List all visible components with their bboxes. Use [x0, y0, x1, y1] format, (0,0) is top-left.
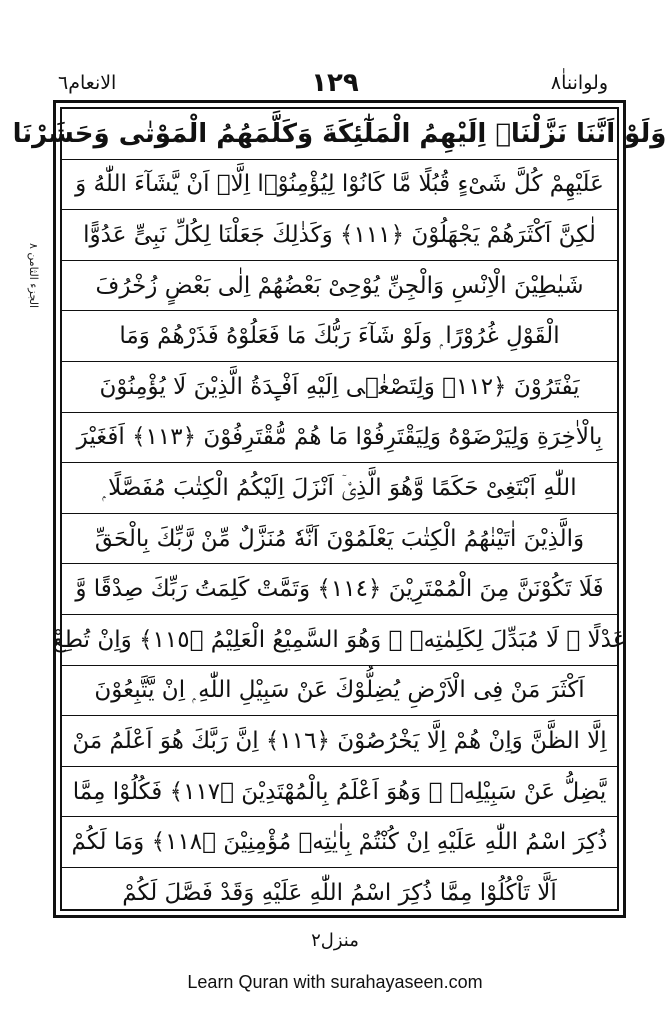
verse-line: عَدْلًا ۭ لَا مُبَدِّلَ لِكَلِمٰتِهٖ ۚ وَهُوَ السَّمِيْعُ الْعَلِيْمُ ﴿١١٥﴾ وَاِنْ تُطِعْ: [62, 615, 617, 666]
verse-line: وَلَوْ اَنَّنَا نَزَّلْنَاۤ اِلَيْهِمُ الْمَلٰٓئِكَةَ وَكَلَّمَهُمُ الْمَوْتٰى وَحَشَرْنَا: [62, 109, 617, 160]
page-number: ١٢٩: [311, 68, 359, 98]
verse-line: عَلَيْهِمْ كُلَّ شَىْءٍ قُبُلًا مَّا كَانُوْا لِيُؤْمِنُوْۤا اِلَّاۤ اَنْ يَّشَآءَ اللّٰهُ وَ: [62, 160, 617, 211]
manzil-label: منزل٢: [311, 930, 359, 951]
verse-line: يَّضِلُّ عَنْ سَبِيْلِهٖ ۚ وَهُوَ اَعْلَمُ بِالْمُهْتَدِيْنَ ﴿١١٧﴾ فَكُلُوْا مِمَّا: [62, 767, 617, 818]
verse-line: اَكْثَرَ مَنْ فِى الْاَرْضِ يُضِلُّوْكَ عَنْ سَبِيْلِ اللّٰهِ ۭ اِنْ يَّتَّبِعُوْنَ: [62, 666, 617, 717]
verse-line: بِالْاٰخِرَةِ وَلِيَرْضَوْهُ وَلِيَقْتَرِفُوْا مَا هُمْ مُّقْتَرِفُوْنَ ﴿١١٣﴾ اَفَغَيْرَ: [62, 413, 617, 464]
juz-title: ولوانناٰ٨: [550, 72, 608, 94]
side-juz-note: الجزء الثامن ٨: [27, 242, 40, 308]
verse-line: لٰكِنَّ اَكْثَرَهُمْ يَجْهَلُوْنَ ﴿١١١﴾ وَكَذٰلِكَ جَعَلْنَا لِكُلِّ نَبِىٍّ عَدُوًّا: [62, 210, 617, 261]
verse-line: شَيٰطِيْنَ الْاِنْسِ وَالْجِنِّ يُوْحِىْ بَعْضُهُمْ اِلٰى بَعْضٍ زُخْرُفَ: [62, 261, 617, 312]
verse-line: اللّٰهِ اَبْتَغِىْ حَكَمًا وَّهُوَ الَّذِىْۤ اَنْزَلَ اِلَيْكُمُ الْكِتٰبَ مُفَصَّلًا ۭ: [62, 463, 617, 514]
verse-line: ذُكِرَ اسْمُ اللّٰهِ عَلَيْهِ اِنْ كُنْتُمْ بِاٰيٰتِهٖ مُؤْمِنِيْنَ ﴿١١٨﴾ وَمَا لَكُمْ: [62, 817, 617, 868]
verse-line: اَلَّا تَاْكُلُوْا مِمَّا ذُكِرَ اسْمُ اللّٰهِ عَلَيْهِ وَقَدْ فَصَّلَ لَكُمْ: [122, 880, 557, 907]
verse-line: يَفْتَرُوْنَ ﴿١١٢﴾ وَلِتَصْغٰۤى اِلَيْهِ اَفْـِٕدَةُ الَّذِيْنَ لَا يُؤْمِنُوْنَ: [62, 362, 617, 413]
surah-title: الانعام٦: [58, 72, 117, 94]
verse-line: وَالَّذِيْنَ اٰتَيْنٰهُمُ الْكِتٰبَ يَعْلَمُوْنَ اَنَّهٗ مُنَزَّلٌ مِّنْ رَّبِّكَ بِالْحَقِّ: [62, 514, 617, 565]
site-credit: Learn Quran with surahayaseen.com: [187, 972, 483, 992]
verse-line: فَلَا تَكُوْنَنَّ مِنَ الْمُمْتَرِيْنَ ﴿١١٤﴾ وَتَمَّتْ كَلِمَتُ رَبِّكَ صِدْقًا وَّ: [62, 564, 617, 615]
verse-line: الْقَوْلِ غُرُوْرًا ۭ وَلَوْ شَآءَ رَبُّكَ مَا فَعَلُوْهُ فَذَرْهُمْ وَمَا: [62, 311, 617, 362]
verse-line: اِلَّا الظَّنَّ وَاِنْ هُمْ اِلَّا يَخْرُصُوْنَ ﴿١١٦﴾ اِنَّ رَبَّكَ هُوَ اَعْلَمُ مَنْ: [62, 716, 617, 767]
